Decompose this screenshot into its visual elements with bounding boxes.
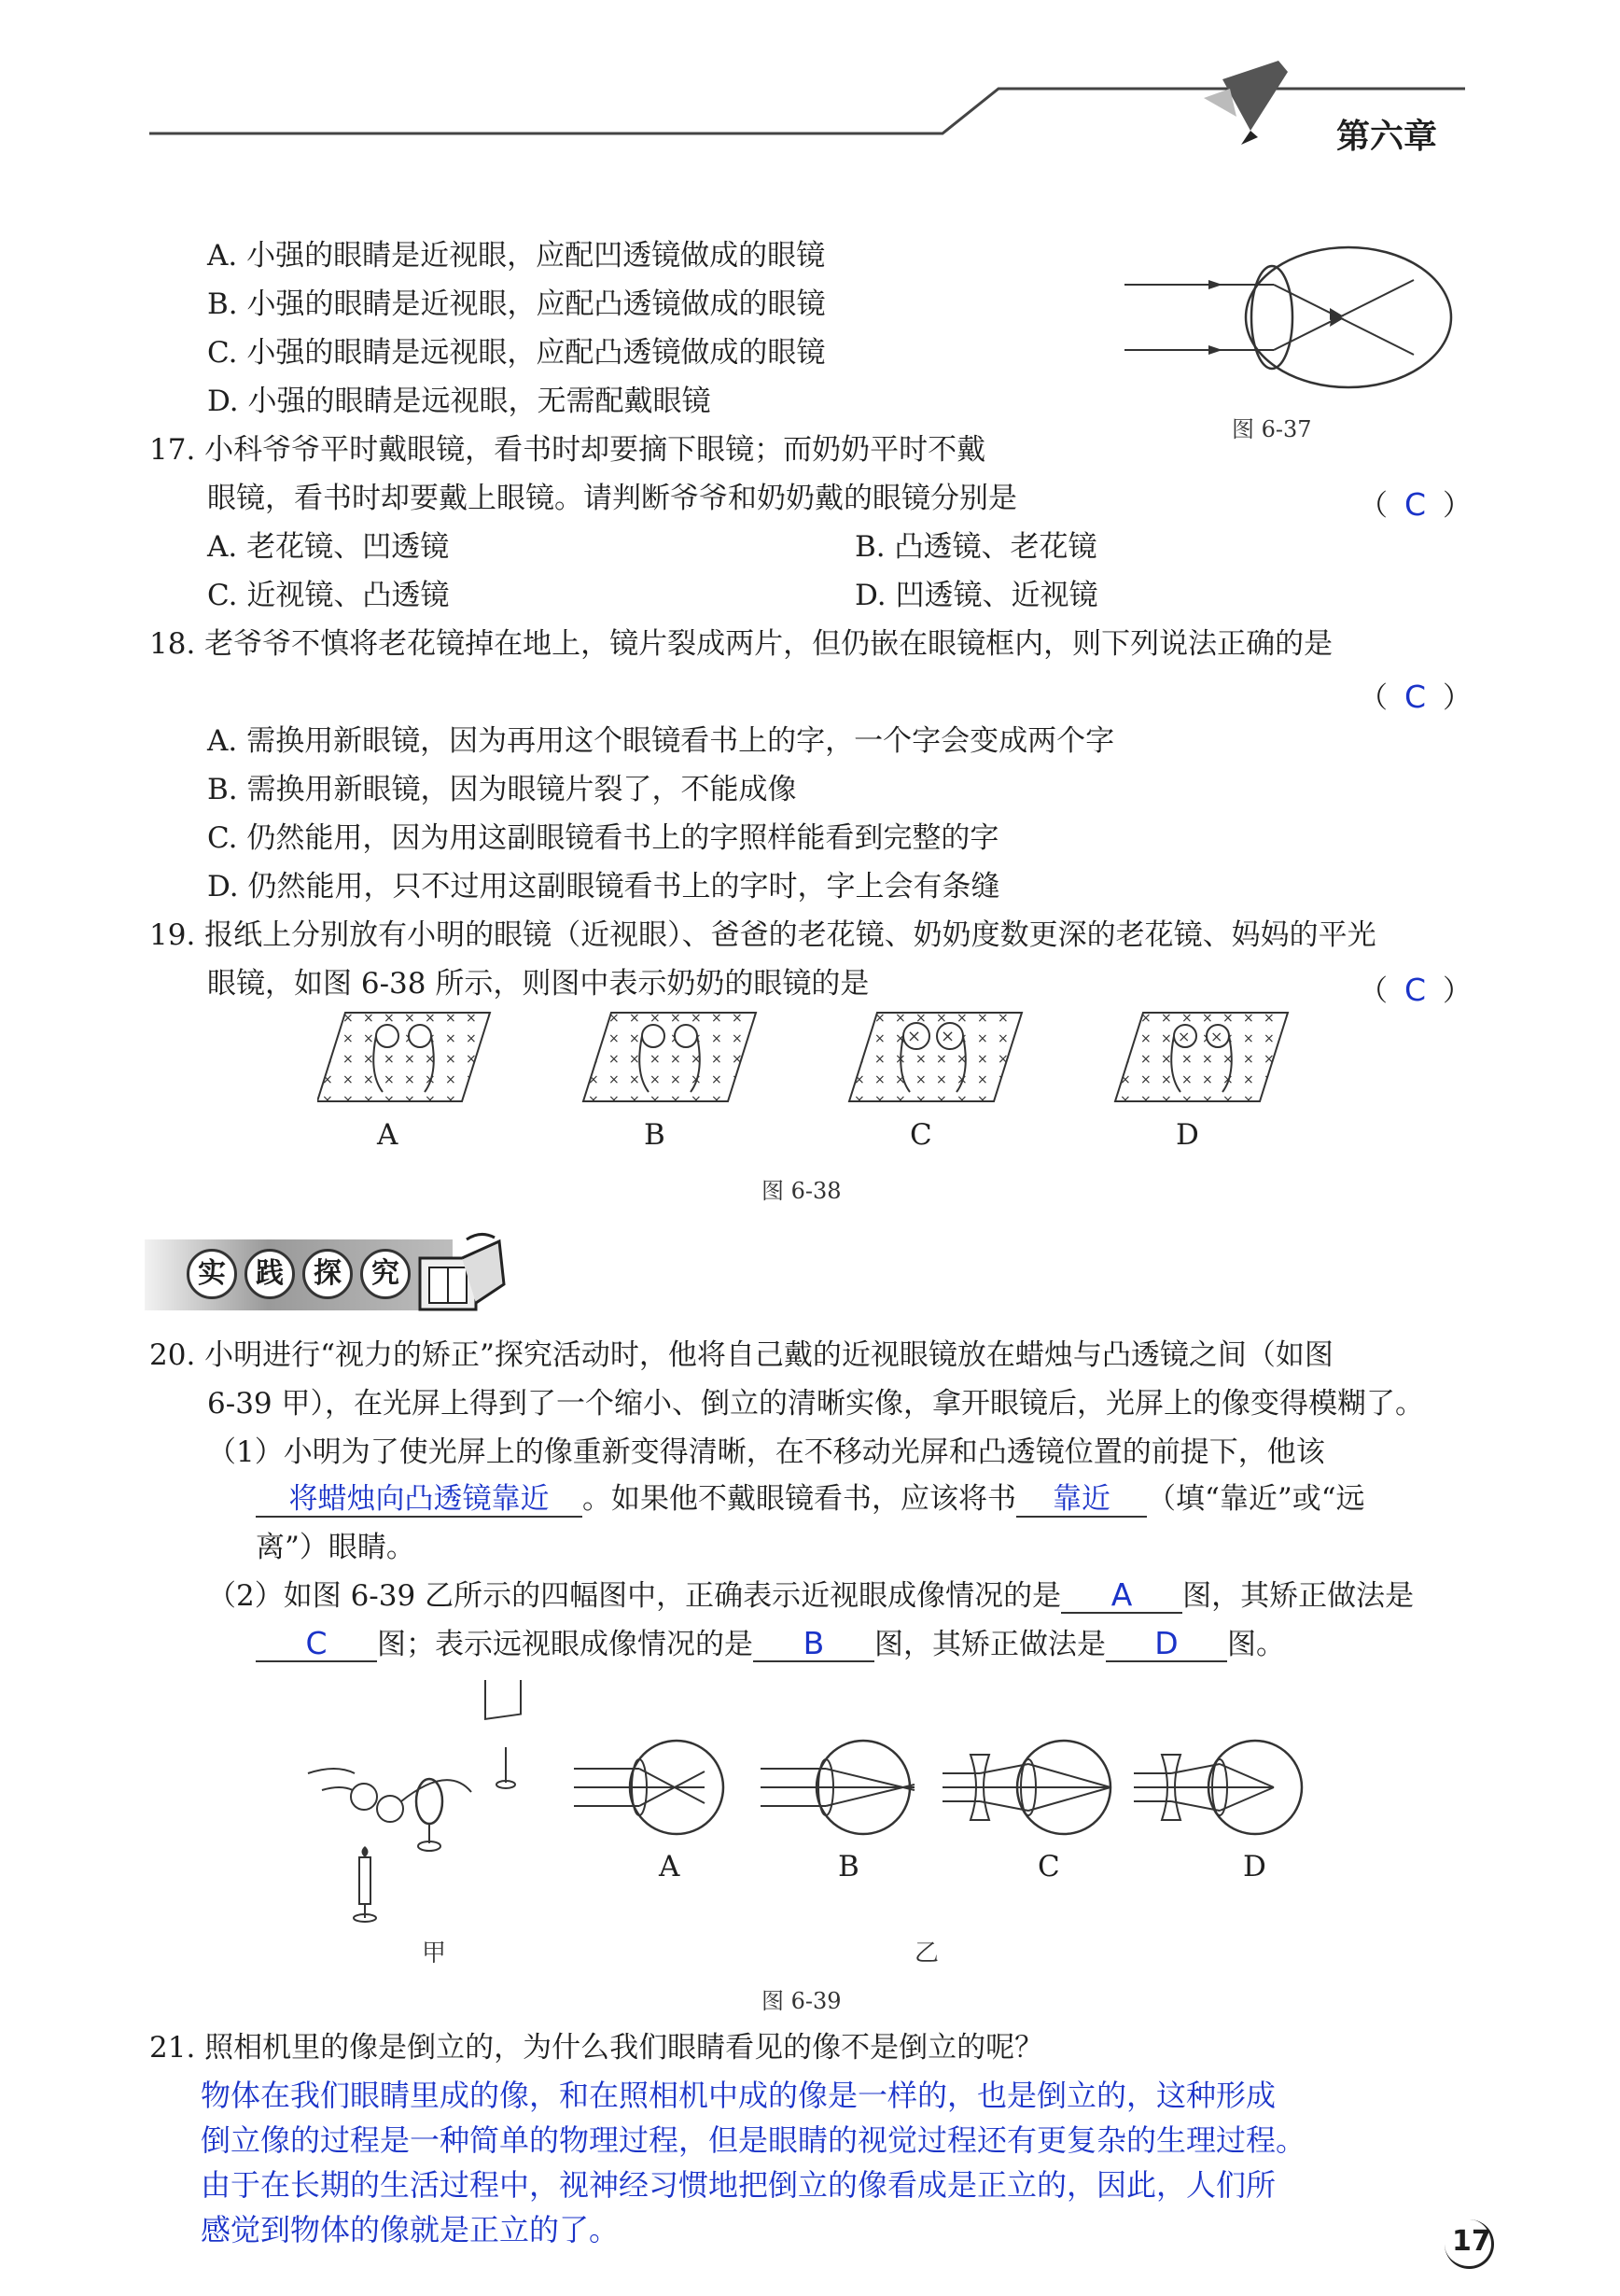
q20-answer-2: 靠近: [1016, 1482, 1147, 1518]
q20-part1-line1: （1）小明为了使光屏上的像重新变得清晰，在不移动光屏和凸透镜位置的前提下，他该: [207, 1435, 1325, 1469]
q20-part2-line2: C 图；表示远视眼成像情况的是 B 图，其矫正做法是 D 图。: [256, 1626, 1285, 1663]
experiment-setup-figure: [299, 1680, 569, 1923]
q21-answer-line3: 由于在长期的生活过程中，视神经习惯地把倒立的像看成是正立的，因此，人们所: [201, 2167, 1277, 2203]
fig39-sublabel-yi: 乙: [915, 1939, 940, 1967]
q20-line2: 6-39 甲），在光屏上得到了一个缩小、倒立的清晰实像，拿开眼镜后，光屏上的像变得模糊了。: [207, 1387, 1424, 1421]
q18-option-d: D. 仍然能用，只不过用这副眼镜看书上的字时，字上会有条缝: [207, 870, 1000, 903]
q17-answer-paren: （ C ）: [1359, 486, 1473, 523]
page-number: 17: [1452, 2225, 1491, 2258]
section-char: 实: [187, 1249, 237, 1299]
eye-diagram-d: [1134, 1741, 1302, 1834]
fig39-label-b: B: [838, 1850, 859, 1883]
q18-option-c: C. 仍然能用，因为用这副眼镜看书上的字照样能看到完整的字: [207, 821, 999, 855]
q20-answer-5: B: [753, 1627, 874, 1662]
eye-diagram-b: [761, 1741, 915, 1834]
q17-option-b: B. 凸透镜、老花镜: [855, 530, 1097, 564]
q20-answer-3: A: [1061, 1578, 1182, 1614]
q17-option-d: D. 凹透镜、近视镜: [855, 579, 1098, 612]
fig38-label-d: D: [1176, 1118, 1199, 1152]
section-title: [187, 1249, 411, 1299]
q17-line1: 17. 小科爷爷平时戴眼镜，看书时却要摘下眼镜；而奶奶平时不戴: [149, 433, 986, 467]
q17-option-c: C. 近视镜、凸透镜: [207, 579, 450, 612]
svg-text:×: ×: [1178, 1028, 1191, 1045]
q18-option-a: A. 需换用新眼镜，因为再用这个眼镜看书上的字，一个字会变成两个字: [207, 724, 1115, 758]
svg-text:×: ×: [907, 1027, 922, 1046]
q17-answer: C: [1404, 486, 1427, 523]
eye-diagram-a: [574, 1741, 723, 1834]
figure-caption-6-37: 图 6-37: [1232, 416, 1312, 442]
q21-question: 21. 照相机里的像是倒立的，为什么我们眼睛看见的像不是倒立的呢？: [149, 2031, 1044, 2065]
q18-line1: 18. 老爷爷不慎将老花镜掉在地上，镜片裂成两片，但仍嵌在眼镜框内，则下列说法正确的是: [149, 627, 1334, 661]
eye-diagram-c: [943, 1741, 1110, 1834]
q21-answer-line1: 物体在我们眼睛里成的像，和在照相机中成的像是一样的，也是倒立的，这种形成: [201, 2078, 1277, 2113]
glasses-on-newspaper-figure: [317, 1008, 1306, 1111]
section-char: 究: [360, 1249, 411, 1299]
chapter-title: 第六章: [1336, 118, 1438, 156]
q18-answer-paren: （ C ）: [1359, 679, 1473, 715]
q20-part1-line3: 离”）眼睛。: [256, 1531, 415, 1564]
fig39-sublabel-jia: 甲: [422, 1939, 447, 1967]
q20-line1: 20. 小明进行“视力的矫正”探究活动时，他将自己戴的近视眼镜放在蜡烛与凸透镜之间（如图: [149, 1338, 1334, 1372]
svg-text:×: ×: [1210, 1028, 1223, 1045]
figure-caption-6-38: 图 6-38: [761, 1178, 842, 1204]
fig38-label-a: A: [377, 1118, 398, 1152]
fig38-label-b: B: [644, 1118, 665, 1152]
q20-answer-1: 将蜡烛向凸透镜靠近: [256, 1482, 582, 1518]
q18-option-b: B. 需换用新眼镜，因为眼镜片裂了，不能成像: [207, 773, 797, 806]
svg-text:×: ×: [941, 1027, 956, 1046]
figure-caption-6-39: 图 6-39: [761, 1988, 842, 2014]
fig38-label-c: C: [910, 1118, 932, 1152]
newspaper-a: [317, 1013, 490, 1101]
q19-answer: C: [1404, 972, 1427, 1008]
q19-line2: 眼镜，如图 6-38 所示，则图中表示奶奶的眼镜的是: [207, 967, 870, 1001]
q16-option-d: D. 小强的眼睛是远视眼，无需配戴眼镜: [207, 385, 711, 418]
newspaper-d: [1115, 1013, 1288, 1101]
q19-line1: 19. 报纸上分别放有小明的眼镜（近视眼）、爸爸的老花镜、奶奶度数更深的老花镜、妈妈的平光: [149, 918, 1376, 952]
q16-option-c: C. 小强的眼睛是远视眼，应配凸透镜做成的眼镜: [207, 336, 826, 370]
q16-option-a: A. 小强的眼睛是近视眼，应配凹透镜做成的眼镜: [207, 239, 826, 273]
pencil-icon: [1194, 51, 1297, 154]
fig39-label-c: C: [1038, 1850, 1060, 1883]
fig39-label-d: D: [1243, 1850, 1266, 1883]
notebook-icon: [411, 1230, 513, 1320]
newspaper-c: [849, 1013, 1022, 1101]
newspaper-b: [583, 1013, 756, 1101]
q17-option-a: A. 老花镜、凹透镜: [207, 530, 450, 564]
section-char: 探: [302, 1249, 353, 1299]
section-char: 践: [244, 1249, 295, 1299]
q21-answer-line4: 感觉到物体的像就是正立的了。: [201, 2212, 620, 2247]
q18-answer: C: [1404, 679, 1427, 715]
q17-line2: 眼镜，看书时却要戴上眼镜。请判断爷爷和奶奶戴的眼镜分别是: [207, 482, 1017, 515]
q20-part1-line2: 将蜡烛向凸透镜靠近 。如果他不戴眼镜看书，应该将书 靠近 （填“靠近”或“远: [256, 1480, 1365, 1518]
q21-answer-line2: 倒立像的过程是一种简单的物理过程，但是眼睛的视觉过程还有更复杂的生理过程。: [201, 2122, 1306, 2158]
eye-diagrams-6-39: [565, 1736, 1311, 1857]
q20-answer-4: C: [256, 1627, 377, 1662]
q19-answer-paren: （ C ）: [1359, 972, 1473, 1008]
q16-option-b: B. 小强的眼睛是近视眼，应配凸透镜做成的眼镜: [207, 287, 826, 321]
eye-diagram-6-37: [1115, 238, 1470, 397]
q20-part2-line1: （2）如图 6-39 乙所示的四幅图中，正确表示近视眼成像情况的是 A 图，其矫正做法是: [207, 1576, 1415, 1613]
fig39-label-a: A: [659, 1850, 680, 1883]
q20-answer-6: D: [1106, 1627, 1227, 1662]
